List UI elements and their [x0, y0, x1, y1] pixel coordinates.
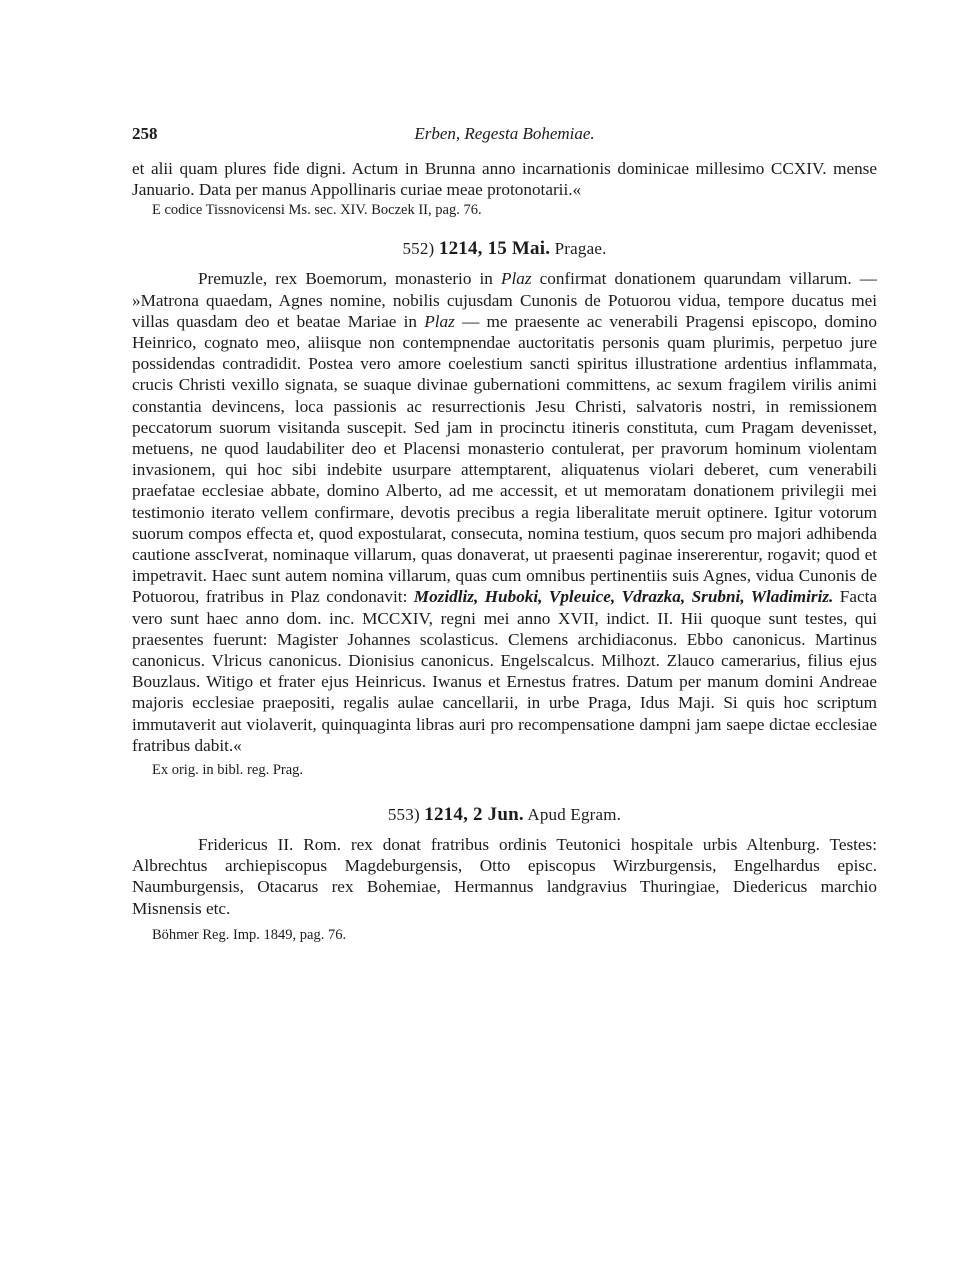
entry-552-date: 1214, 15 Mai. [438, 238, 551, 260]
intro-paragraph: et alii quam plures fide digni. Actum in Brunna anno incarnationis dominicae millesimo CCXIV. mense Januario. Data per manus Appollinaris curiae meae protonotarii.« [132, 159, 877, 200]
entry-552-place: Pragae. [554, 239, 607, 259]
entry-552-number: 552) [402, 239, 435, 259]
intro-source: E codice Tissnovicensi Ms. sec. XIV. Boczek II, pag. 76. [152, 202, 482, 219]
entry-552-text-d: Facta vero sunt haec anno dom. inc. MCCXIV, regni mei anno XVII, indict. II. Hii quoque sunt testes, qui praesentes fuerunt: Magister Johannes scolasticus. Clemens archidiaconus. Ebbo canonicus. Martinus canonicus. Vlricus canonicus. Dionisius canonicus. Engelscalcus. Milhozt. Zlauco camerarius, filius ejus Bouzlaus. Witigo et frater ejus Heinricus. Iwanus et Ernestus fratres. Datum per manum domini Andreae majoris ecclesiae praepositi, regalis aulae cancellarii, in urbe Praga, Idus Maji. Si quis hoc scriptum immutaverit aut violaverit, quinquaginta libras auri pro recompensatione dampni jam saepe dictae ecclesiae fratribus dabit.« [132, 587, 878, 755]
page-number: 258 [132, 124, 158, 143]
page-header [132, 124, 877, 154]
entry-553-number: 553) [387, 805, 420, 825]
entry-552-plaz-2: Plaz [424, 311, 455, 331]
entry-553-heading [132, 804, 877, 826]
entry-553-source: Böhmer Reg. Imp. 1849, pag. 76. [152, 926, 347, 943]
entry-553-place: Apud Egram. [527, 805, 622, 825]
document-page [132, 124, 877, 945]
entry-552-villages: Mozidliz, Huboki, Vpleuice, Vdrazka, Srubni, Wladimiriz. [413, 587, 834, 607]
running-head: Erben, Regesta Bohemiae. [414, 124, 595, 143]
entry-553-date: 1214, 2 Jun. [424, 804, 524, 826]
entry-552-text-b: confirmat donationem quarundam villarum. — »Matrona quaedam, Agnes nomine, nobilis cujusdam Cunonis de Potuorou vidua, tempore ducatus mei villas quasdam deo et beatae Mariae in [132, 269, 877, 331]
entry-552-text [132, 268, 877, 756]
entry-552-text-a: Premuzle, rex Boemorum, monasterio in [198, 269, 501, 289]
entry-552-source: Ex orig. in bibl. reg. Prag. [152, 762, 304, 779]
entry-552-plaz-1: Plaz [500, 269, 532, 289]
entry-552-text-c: — me praesente ac venerabili Pragensi episcopo, domino Heinrico, cognato meo, aliisque non contempnendae auctoritatis personis quam plurimis, perpetuo jure possidendas contradidit. Postea vero amore coelestium sancti spiritus illustratione ardentius inflammata, crucis Christi vexillo signata, se suaque divinae gubernationi committens, ac sexum fragilem virilis animi constantia devincens, loca passionis ac resurrectionis Jesu Christi, salvatoris nostri, in remissionem peccatorum suorum visitanda suscepit. Sed jam in procinctu itineris constituta, cum Pragam devenisset, metuens, ne quod laudabiliter deo et Placensi monasterio contulerat, per pravorum hominum violentam invasionem, qui hoc sibi indebite usurpare attemptarent, aliquatenus violari deberet, cum venerabili praefatae ecclesiae abbate, domino Alberto, ad me accessit, et ut memoratam donationem privilegii mei testimonio iterato vellem confirmare, devotis precibus a regia liberalitate meruit optinere. Igitur votorum suorum compos effecta et, quod expostularat, consecuta, nomina testium, quos secum pro majori adhibenda cautione asscIverat, nominaque villarum, quas donaverat, ut praesenti paginae insererentur, rogavit; quod et impetravit. Haec sunt autem nomina villarum, quas cum omnibus pertinentiis suis Agnes, vidua Cunonis de Potuorou, fratribus in Plaz condonavit: [132, 311, 877, 607]
entry-553-text: Fridericus II. Rom. rex donat fratribus ordinis Teutonici hospitale urbis Altenburg. Testes: Albrechtus archiepiscopus Magdeburgensis, Otto episcopus Wirzburgensis, Engelhardus episc. Naumburgensis, Otacarus rex Bohemiae, Hermannus landgravius Thuringiae, Diedericus marchio Misnensis etc. [132, 835, 877, 918]
entry-552-heading [132, 238, 877, 260]
